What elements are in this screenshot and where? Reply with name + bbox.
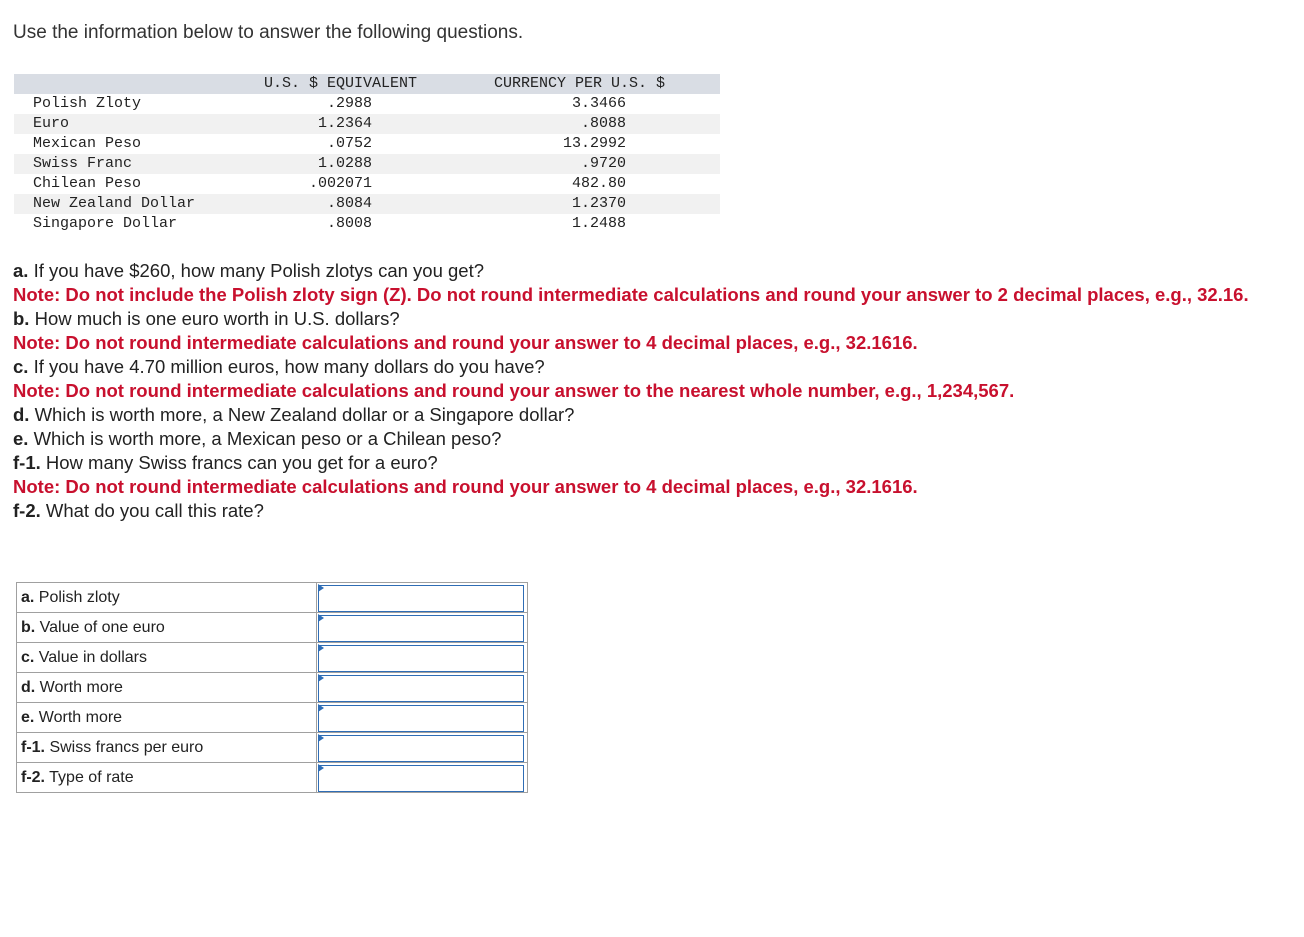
- answer-label-text: Polish zloty: [34, 588, 120, 606]
- question-label: b.: [13, 308, 30, 329]
- question-label: e.: [13, 428, 29, 449]
- answer-cell: [317, 583, 528, 613]
- table-header-row: [14, 74, 720, 94]
- answer-label-letter: b.: [21, 618, 36, 636]
- answer-cell: [317, 763, 528, 793]
- answer-label-text: Worth more: [35, 678, 123, 696]
- header-currency-per-usd: CURRENCY PER U.S. $: [494, 75, 666, 92]
- header-usd-equivalent: U.S. $ EQUIVALENT: [264, 75, 418, 92]
- answer-cell: [317, 733, 528, 763]
- question-label: a.: [13, 260, 29, 281]
- answer-label-f1: [17, 733, 317, 763]
- answer-cell: [317, 673, 528, 703]
- usd-equivalent-value: 1.2364: [317, 115, 372, 132]
- question-d: [13, 403, 1283, 427]
- instructions-text: Use the information below to answer the following questions.: [13, 22, 524, 43]
- currency-name: Swiss Franc: [33, 155, 133, 172]
- exchange-rate-table: [14, 74, 720, 234]
- table-row: [17, 763, 528, 793]
- answer-table: [16, 582, 528, 793]
- answer-label-f2: [17, 763, 317, 793]
- currency-per-usd-value: 1.2488: [571, 215, 626, 232]
- answer-input-f2[interactable]: [318, 765, 524, 792]
- question-label: c.: [13, 356, 29, 377]
- answer-label-text: Swiss francs per euro: [45, 738, 204, 756]
- table-row: [17, 673, 528, 703]
- answer-label-b: [17, 613, 317, 643]
- question-label: d.: [13, 404, 30, 425]
- usd-equivalent-value: 1.0288: [317, 155, 372, 172]
- currency-per-usd-value: .9720: [580, 155, 626, 172]
- answer-input-a[interactable]: [318, 585, 524, 612]
- answer-input-e[interactable]: [318, 705, 524, 732]
- currency-name: Mexican Peso: [33, 135, 142, 152]
- usd-equivalent-value: .2988: [326, 95, 372, 112]
- table-row: [14, 114, 720, 134]
- answer-cell: [317, 613, 528, 643]
- table-row: [17, 583, 528, 613]
- answer-label-d: [17, 673, 317, 703]
- answer-label-letter: a.: [21, 588, 35, 606]
- answer-label-letter: f-2.: [21, 768, 45, 786]
- note-a: Note: Do not include the Polish zloty sign (Z). Do not round intermediate calculations and round your answer to 2 decimal places, e.g., 32.16.: [13, 284, 1249, 305]
- answer-cell: [317, 703, 528, 733]
- currency-per-usd-value: 482.80: [571, 175, 626, 192]
- currency-name: Polish Zloty: [33, 95, 142, 112]
- currency-per-usd-value: .8088: [580, 115, 626, 132]
- currency-name: Euro: [33, 115, 70, 132]
- note-b: Note: Do not round intermediate calculations and round your answer to 4 decimal places, e.g., 32.1616.: [13, 332, 918, 353]
- table-row: [14, 214, 720, 234]
- question-label: f-1.: [13, 452, 41, 473]
- currency-per-usd-value: 13.2992: [562, 135, 626, 152]
- usd-equivalent-value: .0752: [326, 135, 372, 152]
- currency-per-usd-value: 1.2370: [571, 195, 626, 212]
- question-e: [13, 427, 1283, 451]
- note-c: Note: Do not round intermediate calculations and round your answer to the nearest whole number, e.g., 1,234,567.: [13, 380, 1015, 401]
- note-f1: Note: Do not round intermediate calculations and round your answer to 4 decimal places, e.g., 32.1616.: [13, 476, 918, 497]
- currency-name: New Zealand Dollar: [33, 195, 196, 212]
- table-row: [17, 703, 528, 733]
- usd-equivalent-value: .8084: [326, 195, 372, 212]
- question-text: How much is one euro worth in U.S. dollars?: [29, 308, 400, 329]
- question-f1: [13, 451, 1283, 475]
- question-text: Which is worth more, a Mexican peso or a Chilean peso?: [28, 428, 502, 449]
- usd-equivalent-value: .002071: [308, 175, 372, 192]
- question-text: How many Swiss francs can you get for a euro?: [40, 452, 438, 473]
- question-text: Which is worth more, a New Zealand dollar or a Singapore dollar?: [29, 404, 575, 425]
- table-row: [17, 733, 528, 763]
- answer-label-letter: e.: [21, 708, 35, 726]
- answer-label-letter: f-1.: [21, 738, 45, 756]
- table-row: [14, 154, 720, 174]
- questions-section: [13, 259, 1283, 523]
- answer-input-c[interactable]: [318, 645, 524, 672]
- table-row: [17, 643, 528, 673]
- answer-label-text: Type of rate: [45, 768, 134, 786]
- question-b: [13, 307, 1283, 331]
- table-row: [14, 174, 720, 194]
- answer-label-a: [17, 583, 317, 613]
- currency-per-usd-value: 3.3466: [571, 95, 626, 112]
- answer-cell: [317, 643, 528, 673]
- answer-input-b[interactable]: [318, 615, 524, 642]
- answer-label-c: [17, 643, 317, 673]
- question-text: If you have $260, how many Polish zlotys can you get?: [28, 260, 485, 281]
- answer-input-d[interactable]: [318, 675, 524, 702]
- answer-label-e: [17, 703, 317, 733]
- question-c: [13, 355, 1283, 379]
- table-row: [14, 194, 720, 214]
- question-text: What do you call this rate?: [40, 500, 264, 521]
- currency-name: Chilean Peso: [33, 175, 142, 192]
- answer-label-letter: d.: [21, 678, 36, 696]
- usd-equivalent-value: .8008: [326, 215, 372, 232]
- currency-name: Singapore Dollar: [33, 215, 178, 232]
- answer-label-text: Worth more: [34, 708, 123, 726]
- question-f2: [13, 499, 1283, 523]
- answer-label-text: Value of one euro: [35, 618, 165, 636]
- table-row: [17, 613, 528, 643]
- table-row: [14, 94, 720, 114]
- question-label: f-2.: [13, 500, 41, 521]
- question-a: [13, 259, 1283, 283]
- answer-label-text: Value in dollars: [34, 648, 147, 666]
- question-text: If you have 4.70 million euros, how many dollars do you have?: [28, 356, 545, 377]
- answer-label-letter: c.: [21, 648, 35, 666]
- table-row: [14, 134, 720, 154]
- answer-input-f1[interactable]: [318, 735, 524, 762]
